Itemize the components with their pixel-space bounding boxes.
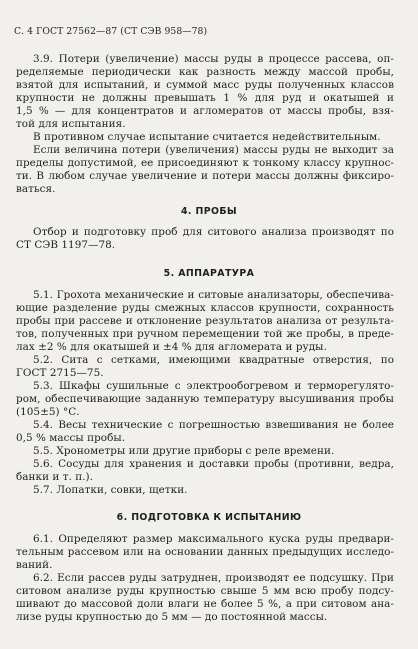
text-line: ваться. (16, 183, 56, 195)
text-line: 6.2. Если рассев руды затруднен, производят ее подсушку. При (33, 572, 394, 584)
text-line: Отбор и подготовку проб для ситового анализа производят по (33, 226, 394, 238)
text-line: 5.2. Сита с сетками, имеющими квадратные отверстия, по (33, 354, 394, 366)
text-line: СТ СЭВ 1197—78. (16, 239, 116, 251)
text-line: ющие разделение руды смежных классов крупности, сохранность (16, 302, 394, 314)
text-line: 5.4. Весы технические с погрешностью взвешивания не более (33, 419, 394, 431)
text-line: банки и т. п.). (16, 471, 94, 483)
section-heading: 4. ПРОБЫ (180, 206, 238, 217)
text-line: ГОСТ 2715—75. (16, 367, 104, 379)
text-line: ром, обеспечивающие заданную температуру высушивания пробы (16, 393, 394, 405)
page-header: С. 4 ГОСТ 27562—87 (СТ СЭВ 958—78) (14, 26, 208, 37)
text-line: пределы допустимой, ее присоединяют к тонкому классу крупнос- (16, 157, 394, 169)
text-line: 5.5. Хронометры или другие приборы с реле времени. (33, 445, 335, 457)
text-line: крупности не должны превышать 1 % для руд и окатышей и (16, 92, 394, 104)
text-line: 1,5 % — для концентратов и агломератов от массы пробы, взя- (16, 105, 394, 117)
text-line: ти. В любом случае увеличение и потери массы должны фиксиро- (16, 170, 394, 182)
text-line: 6.1. Определяют размер максимального куска руды предвари- (33, 533, 394, 545)
text-line: 5.7. Лопатки, совки, щетки. (33, 484, 188, 496)
text-line: тельным рассевом или на основании данных предыдущих исследо- (16, 546, 394, 558)
text-line: 5.3. Шкафы сушильные с электрообогревом и терморегулято- (33, 380, 394, 392)
text-line: 0,5 % массы пробы. (16, 432, 126, 444)
text-line: ваний. (16, 559, 53, 571)
text-line: лах ±2 % для окатышей и ±4 % для агломерата и руды. (16, 341, 327, 353)
text-line: взятой для испытаний, и суммой масс руды полученных классов (16, 79, 394, 91)
text-line: 5.6. Сосуды для хранения и доставки пробы (противни, ведра, (33, 458, 394, 470)
section-heading: 6. ПОДГОТОВКА К ИСПЫТАНИЮ (116, 512, 302, 523)
text-line: (105±5) °С. (16, 406, 80, 418)
text-line: Если величина потери (увеличения) массы руды не выходит за (33, 144, 394, 156)
text-line: шивают до массовой доли влаги не более 5 %, а при ситовом ана- (16, 598, 394, 610)
text-line: В противном случае испытание считается недействительным. (33, 131, 381, 143)
text-line: ситовом анализе руды крупностью свыше 5 мм всю пробу подсу- (16, 585, 394, 597)
section-heading: 5. АППАРАТУРА (163, 268, 255, 279)
text-line: ределяемые периодически как разность между массой пробы, (16, 66, 394, 78)
text-line: 5.1. Грохота механические и ситовые анализаторы, обеспечива- (33, 289, 394, 301)
text-line: 3.9. Потери (увеличение) массы руды в процессе рассева, оп- (33, 53, 394, 65)
text-line: лизе руды крупностью до 5 мм — до постоянной массы. (16, 611, 328, 623)
text-line: той для испытания. (16, 118, 126, 130)
text-line: пробы при рассеве и отклонение результатов анализа от результа- (16, 315, 394, 327)
text-line: тов, полученных при ручном перемещении той же пробы, в преде- (16, 328, 394, 340)
